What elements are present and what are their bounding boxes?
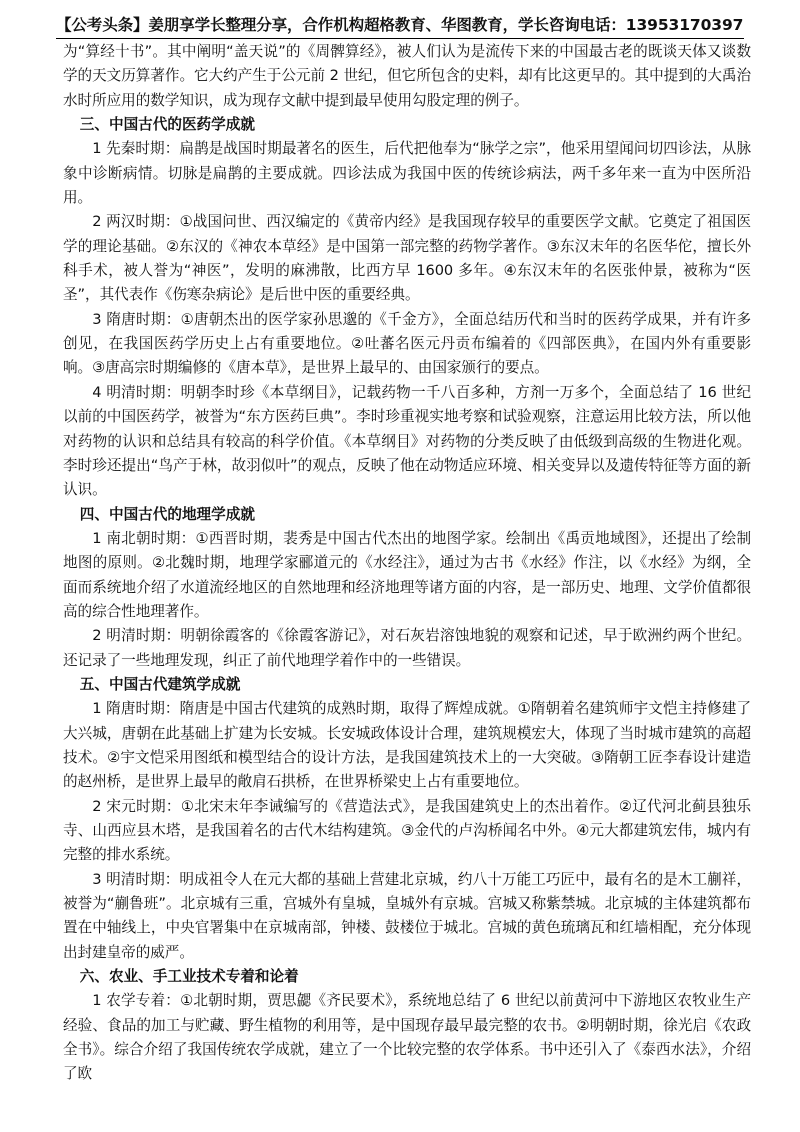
- paragraph: 1 南北朝时期：①西晋时期，裴秀是中国古代杰出的地图学家。绘制出《禹贡地域图》，还提出了绘制地图的原则。②北魏时期，地理学家郦道元的《水经注》，通过为古书《水经》作注，以《水经》为纲，全面而系统地介绍了水道流经地区的自然地理和经济地理等诸方面的内容，是一部历史、地理、文学价值都很高的综合性地理著作。: [63, 529, 751, 620]
- paragraph: 为“算经十书”。其中阐明“盖天说”的《周髀算经》，被人们认为是流传下来的中国最古老的既谈天体又谈数学的天文历算著作。它大约产生于公元前 2 世纪，但它所包含的史料，却有比这更早的。其中提到的大禹治水时所应用的数学知识，成为现存文献中提到最早使用勾股定理的例子。: [63, 43, 751, 109]
- section-heading: 五、中国古代建筑学成就: [79, 675, 241, 693]
- paragraph: 2 宋元时期：①北宋末年李诫编写的《营造法式》，是我国建筑史上的杰出着作。②辽代河北蓟县独乐寺、山西应县木塔，是我国着名的古代木结构建筑。③金代的卢沟桥闻名中外。④元大都建筑宏伟，城内有完整的排水系统。: [63, 797, 751, 864]
- header-divider: [56, 38, 744, 39]
- section-heading: 三、中国古代的医药学成就: [79, 116, 255, 134]
- paragraph: 1 农学专着：①北朝时期，贾思勰《齐民要术》，系统地总结了 6 世纪以前黄河中下游地区农牧业生产经验、食品的加工与贮藏、野生植物的利用等，是中国现存最早最完整的农书。②明朝时期，徐光启《农政全书》。综合介绍了我国传统农学成就，建立了一个比较完整的农学体系。书中还引入了《泰西水法》，介绍了欧: [63, 992, 751, 1083]
- paragraph: 1 隋唐时期：隋唐是中国古代建筑的成熟时期，取得了辉煌成就。①隋朝着名建筑师宇文恺主持修建了大兴城，唐朝在此基础上扩建为长安城。长安城政体设计合理，建筑规模宏大，体现了当时城市建筑的高超技术。②宇文恺采用图纸和模型结合的设计方法，是我国建筑技术上的一大突破。③隋朝工匠李春设计建造的赵州桥，是世界上最早的敞肩石拱桥，在世界桥梁史上占有重要地位。: [63, 700, 751, 791]
- paragraph: 4 明清时期：明朝李时珍《本草纲目》，记载药物一千八百多种，方剂一万多个，全面总结了 16 世纪以前的中国医药学，被誉为“东方医药巨典”。李时珍重视实地考察和试验观察，注意运用比较方法，所以他对药物的认识和总结具有较高的科学价值。《本草纲目》对药物的分类反映了由低级到高级的生物进化观。李时珍还提出“鸟产于林，故羽似叶”的观点，反映了他在动物适应环境、相关变异以及遗传特征等方面的新认识。: [63, 383, 751, 499]
- document-body: [63, 40, 751, 1087]
- page-header: 【公考头条】姜朋享学长整理分享，合作机构超格教育、华图教育，学长咨询电话：13953170397: [56, 16, 744, 34]
- paragraph: 1 先秦时期：扁鹊是战国时期最著名的医生，后代把他奉为“脉学之宗”，他采用望闻问切四诊法，从脉象中诊断病情。切脉是扁鹊的主要成就。四诊法成为我国中医的传统诊病法，两千多年来一直为中医所沿用。: [63, 140, 751, 207]
- section-heading: 四、中国古代的地理学成就: [79, 505, 255, 523]
- paragraph: 2 两汉时期：①战国问世、西汉编定的《黄帝内经》是我国现存较早的重要医学文献。它奠定了祖国医学的理论基础。②东汉的《神农本草经》是中国第一部完整的药物学著作。③东汉末年的名医华佗，擅长外科手术，被人誉为“神医”，发明的麻沸散，比西方早 1600 多年。④东汉末年的名医张仲景，被称为“医圣”，其代表作《伤寒杂病论》是后世中医的重要经典。: [63, 213, 751, 304]
- section-heading: 六、农业、手工业技术专着和论着: [79, 968, 299, 986]
- paragraph: 2 明清时期：明朝徐霞客的《徐霞客游记》，对石灰岩溶蚀地貌的观察和记述，早于欧洲约两个世纪。还记录了一些地理发现，纠正了前代地理学着作中的一些错误。: [63, 627, 751, 669]
- paragraph: 3 隋唐时期：①唐朝杰出的医学家孙思邈的《千金方》，全面总结历代和当时的医药学成果，并有许多创见，在我国医药学历史上占有重要地位。②吐蕃名医元丹贡布编着的《四部医典》，在国内外有重要影响。③唐高宗时期编修的《唐本草》，是世界上最早的、由国家颁行的要点。: [63, 310, 751, 377]
- paragraph: 3 明清时期：明成祖令人在元大都的基础上营建北京城，约八十万能工巧匠中，最有名的是木工蒯祥，被誉为“蒯鲁班”。北京城有三重，宫城外有皇城，皇城外有京城。宫城又称紫禁城。北京城的主体建筑都布置在中轴线上，中央官署集中在京城南部，钟楼、鼓楼位于城北。宫城的黄色琉璃瓦和红墙相配，充分体现出封建皇帝的威严。: [63, 870, 751, 961]
